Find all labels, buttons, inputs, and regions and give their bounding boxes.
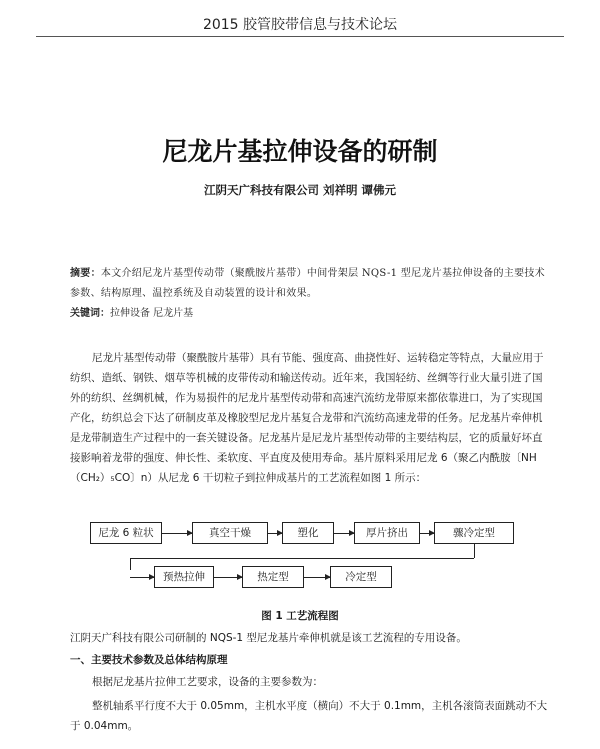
keywords-label: 关键词： (70, 308, 110, 319)
body-line: 整机轴系平行度不大于 0.05mm，主机水平度（横向）不大于 0.1mm，主机各滚筒表面跳动不大 (92, 700, 548, 712)
figure-caption: 图 1 工艺流程图 (261, 610, 339, 622)
flow-connector (130, 558, 474, 559)
process-flowchart (0, 514, 600, 594)
flow-step-quench-setting: 骤冷定型 (434, 522, 514, 544)
body-line: 江阴天广科技有限公司研制的 NQS-1 型尼龙基片牵伸机就是该工艺流程的专用设备。 (70, 632, 467, 644)
keywords-text: 拉伸设备 尼龙片基 (110, 308, 194, 319)
author-byline: 江阴天广科技有限公司 刘祥明 谭佛元 (203, 183, 396, 197)
flow-step-plasticizing: 塑化 (282, 522, 334, 544)
flow-connector (130, 558, 131, 570)
abstract-label: 摘要： (70, 268, 101, 279)
flow-step-heat-setting: 热定型 (242, 566, 304, 588)
flow-arrow (268, 533, 282, 534)
flow-step-cold-setting: 冷定型 (330, 566, 392, 588)
intro-paragraph: 尼龙片基型传动带（聚酰胺片基带）具有节能、强度高、曲挠性好、运转稳定等特点，大量应用于纺织、造纸、钢铁、烟草等机械的皮带传动和输送传动。近年来，我国轻纺、丝绸等行业大量引进了国外的纺织、丝绸机械，作为易损件的尼龙片基型传动带和高速汽流纺龙带原来都依靠进口，为了实现国产化，纺织总会下达了研制皮革及橡胶型尼龙片基复合龙带和汽流纺高速龙带的任务。尼龙基片牵伸机是龙带制造生产过程中的一套关键设备。尼龙基片是尼龙片基型传动带的主要结构层，它的质量好坏直接影响着龙带的强度、伸长性、柔软度、平直度及使用寿命。基片原料采用尼龙 6（聚乙内酰胺〔NH（CH₂）₅CO〕n）从尼龙 6 干切粒子到拉伸成基片的工艺流程如图 1 所示： (70, 352, 544, 484)
flow-step-nylon-pellets: 尼龙 6 粒状 (90, 522, 162, 544)
body-line: 于 0.04mm。 (70, 720, 139, 732)
abstract (70, 264, 550, 304)
section-heading: 一、主要技术参数及总体结构原理 (70, 654, 228, 666)
flow-step-thick-extrusion: 厚片挤出 (354, 522, 420, 544)
flow-arrow (304, 577, 330, 578)
flow-arrow (420, 533, 434, 534)
flow-step-preheat-stretch: 预热拉伸 (154, 566, 214, 588)
article-title: 尼龙片基拉伸设备的研制 (162, 137, 438, 166)
flow-connector (474, 544, 475, 558)
keywords (70, 304, 550, 324)
flow-arrow (162, 533, 192, 534)
flow-arrow (130, 577, 154, 578)
body-line: 根据尼龙基片拉伸工艺要求，设备的主要参数为： (92, 676, 323, 688)
running-header: 2015 胶管胶带信息与技术论坛 (202, 17, 398, 33)
flow-arrow (334, 533, 354, 534)
flow-arrow (214, 577, 242, 578)
flow-step-vacuum-drying: 真空干燥 (192, 522, 268, 544)
header-rule (36, 36, 564, 37)
abstract-text: 本文介绍尼龙片基型传动带（聚酰胺片基带）中间骨架层 NQS-1 型尼龙片基拉伸设备的主要技术参数、结构原理、温控系统及自动装置的设计和效果。 (70, 268, 545, 299)
